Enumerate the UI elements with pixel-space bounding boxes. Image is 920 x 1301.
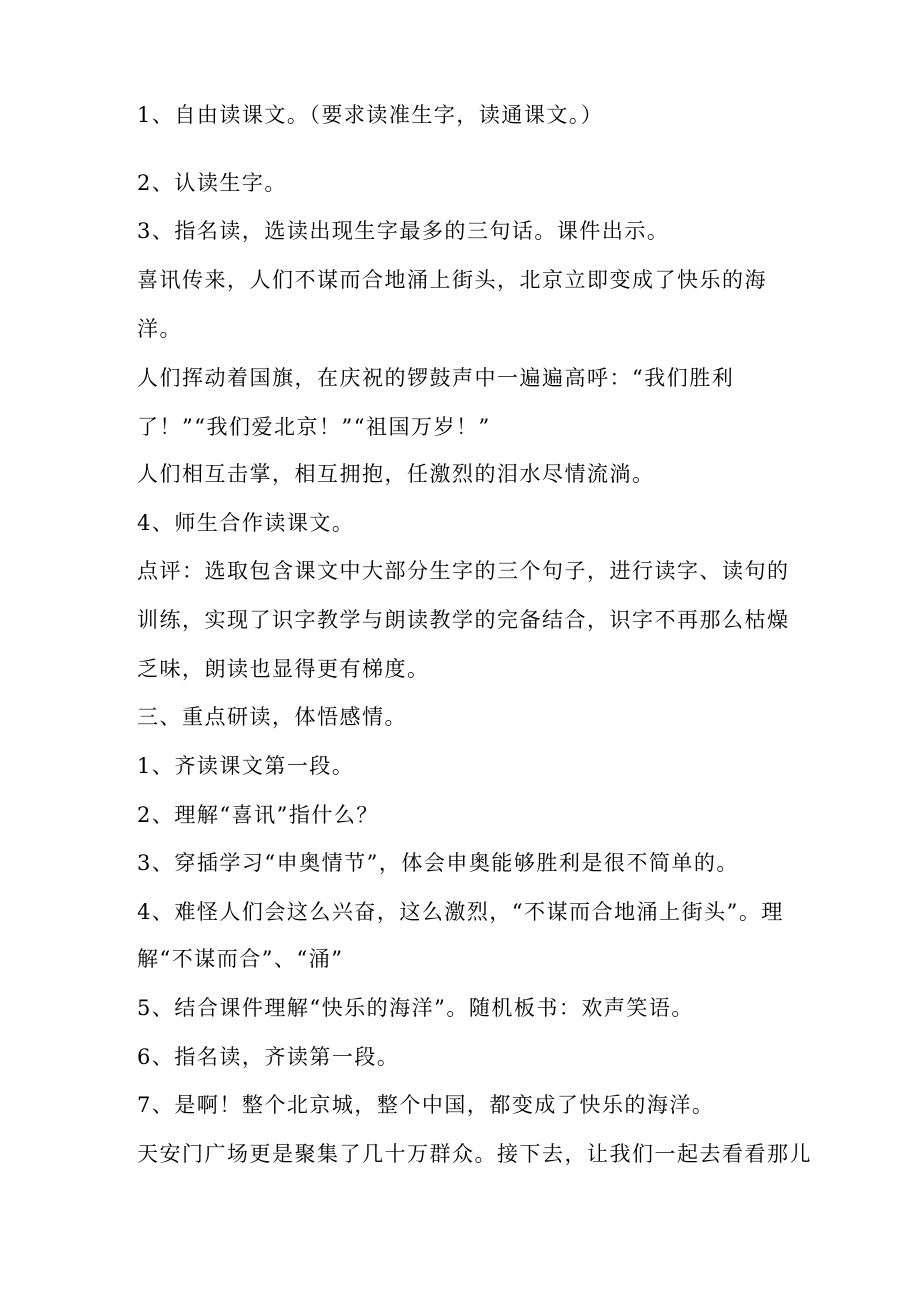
text-line-3: 3、指名读，选读出现生字最多的三句话。课件出示。 [137,219,670,243]
text-line-8: 人们相互击掌，相互拥抱，任激烈的泪水尽情流淌。 [137,462,655,486]
text-line-14: 1、齐读课文第一段。 [137,754,355,778]
text-line-18: 解“不谋而合”、“涌” [137,947,344,971]
text-line-22: 天安门广场更是聚集了几十万群众。接下去，让我们一起去看看那儿 [137,1142,812,1166]
text-line-2: 2、认读生字。 [137,171,287,195]
text-line-11: 训练，实现了识字教学与朗读教学的完备结合，识字不再那么枯燥 [137,608,790,632]
text-line-1: 1、自由读课文。（要求读准生字，读通课文。） [137,103,604,127]
text-line-15: 2、理解“喜讯”指什么？ [137,803,379,827]
text-line-19: 5、结合课件理解“快乐的海洋”。随机板书：欢声笑语。 [137,996,694,1020]
text-line-9: 4、师生合作读课文。 [137,511,355,535]
text-line-5: 洋。 [137,317,182,341]
text-line-7: 了！”“我们爱北京！”“祖国万岁！” [137,415,491,439]
text-line-16: 3、穿插学习“申奥情节”，体会申奥能够胜利是很不简单的。 [137,851,739,875]
text-line-4: 喜讯传来，人们不谋而合地涌上街头，北京立即变成了快乐的海 [137,268,767,292]
text-line-6: 人们挥动着国旗，在庆祝的锣鼓声中一遍遍高呼：“我们胜利 [137,366,735,390]
text-line-20: 6、指名读，齐读第一段。 [137,1045,400,1069]
text-line-13: 三、重点研读，体悟感情。 [137,705,407,729]
text-line-10: 点评：选取包含课文中大部分生字的三个句子，进行读字、读句的 [137,559,790,583]
text-line-17: 4、难怪人们会这么兴奋，这么激烈，“不谋而合地涌上街头”。理 [137,900,784,924]
text-line-12: 乏味，朗读也显得更有梯度。 [137,657,430,681]
text-line-21: 7、是啊！整个北京城，整个中国，都变成了快乐的海洋。 [137,1093,715,1117]
